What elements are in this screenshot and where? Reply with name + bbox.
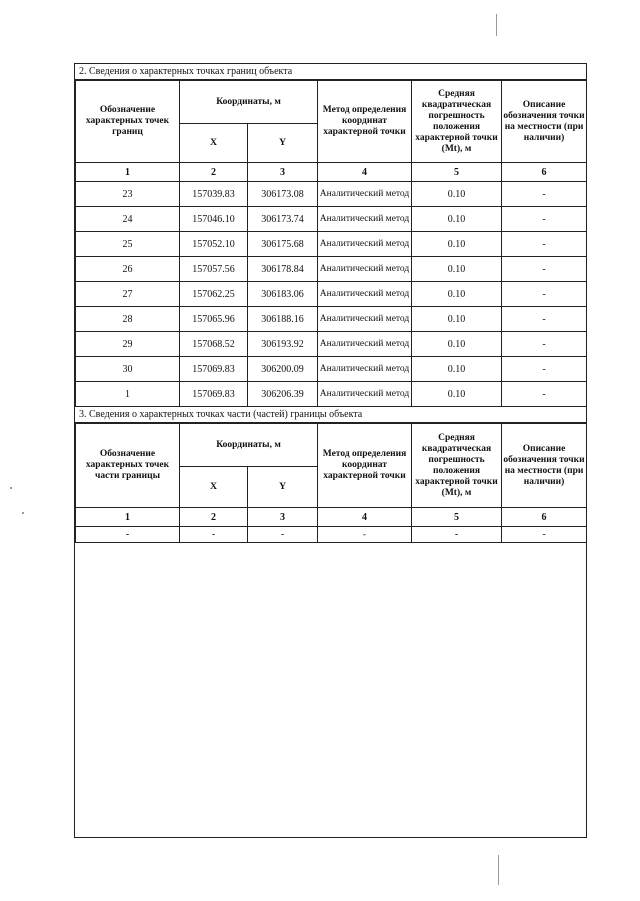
x-coordinate-cell: 157068.52	[180, 332, 248, 357]
column-number-row	[76, 508, 587, 527]
y-coordinate-cell: 306188.16	[248, 307, 318, 332]
error-cell: 0.10	[412, 182, 502, 207]
error-cell: 0.10	[412, 357, 502, 382]
description-header: Описание обозначения точки на местности (при наличии)	[502, 81, 587, 163]
error-header: Средняя квадратическая погрешность положения характерной точки (Mt), м	[412, 81, 502, 163]
column-number-row	[76, 163, 587, 182]
point-cell: 27	[76, 282, 180, 307]
table-row	[76, 282, 587, 307]
method-cell: Аналитический метод	[318, 307, 412, 332]
scan-mark	[10, 487, 12, 489]
y-coordinate-cell: 306193.92	[248, 332, 318, 357]
y-coordinate-cell: 306206.39	[248, 382, 318, 407]
description-cell: -	[502, 257, 587, 282]
point-cell: 26	[76, 257, 180, 282]
error-cell: -	[412, 527, 502, 543]
x-header: X	[180, 467, 248, 508]
x-coordinate-cell: 157057.56	[180, 257, 248, 282]
point-cell: 30	[76, 357, 180, 382]
x-coordinate-cell: 157039.83	[180, 182, 248, 207]
x-coordinate-cell: 157046.10	[180, 207, 248, 232]
table-row	[76, 307, 587, 332]
y-header: Y	[248, 467, 318, 508]
designation-header: Обозначение характерных точек границ	[76, 81, 180, 163]
method-cell: Аналитический метод	[318, 207, 412, 232]
table-row	[76, 182, 587, 207]
table-row	[76, 357, 587, 382]
method-header: Метод определения координат характерной точки	[318, 81, 412, 163]
point-cell: 24	[76, 207, 180, 232]
y-coordinate-cell: 306200.09	[248, 357, 318, 382]
table-row	[76, 207, 587, 232]
document-frame	[74, 63, 587, 838]
point-cell: 28	[76, 307, 180, 332]
table-row	[76, 382, 587, 407]
section-3-title: 3. Сведения о характерных точках части (частей) границы объекта	[75, 406, 586, 423]
description-cell: -	[502, 332, 587, 357]
column-number: 4	[318, 508, 412, 527]
error-cell: 0.10	[412, 307, 502, 332]
x-header: X	[180, 124, 248, 163]
y-coordinate-cell: 306173.74	[248, 207, 318, 232]
point-cell: -	[76, 527, 180, 543]
coordinates-header: Координаты, м	[180, 424, 318, 467]
x-coordinate-cell: 157069.83	[180, 382, 248, 407]
coordinates-header: Координаты, м	[180, 81, 318, 124]
section-3-rows	[76, 527, 587, 543]
method-cell: Аналитический метод	[318, 257, 412, 282]
description-header: Описание обозначения точки на местности (при наличии)	[502, 424, 587, 508]
x-coordinate-cell: 157065.96	[180, 307, 248, 332]
header-row	[76, 424, 587, 467]
error-cell: 0.10	[412, 207, 502, 232]
error-cell: 0.10	[412, 257, 502, 282]
x-coordinate-cell: 157062.25	[180, 282, 248, 307]
table-row	[76, 257, 587, 282]
description-cell: -	[502, 207, 587, 232]
column-number: 5	[412, 163, 502, 182]
description-cell: -	[502, 282, 587, 307]
designation-header: Обозначение характерных точек части границы	[76, 424, 180, 508]
x-coordinate-cell: 157052.10	[180, 232, 248, 257]
method-cell: Аналитический метод	[318, 282, 412, 307]
description-cell: -	[502, 307, 587, 332]
x-coordinate-cell: 157069.83	[180, 357, 248, 382]
table-row	[76, 527, 587, 543]
scan-mark	[496, 14, 497, 36]
point-cell: 29	[76, 332, 180, 357]
section-2-rows	[76, 182, 587, 407]
point-cell: 23	[76, 182, 180, 207]
error-cell: 0.10	[412, 332, 502, 357]
y-coordinate-cell: 306178.84	[248, 257, 318, 282]
method-cell: Аналитический метод	[318, 357, 412, 382]
description-cell: -	[502, 382, 587, 407]
column-number: 2	[180, 163, 248, 182]
section-2-title: 2. Сведения о характерных точках границ объекта	[75, 64, 586, 80]
column-number: 2	[180, 508, 248, 527]
method-header: Метод определения координат характерной точки	[318, 424, 412, 508]
method-cell: Аналитический метод	[318, 332, 412, 357]
y-coordinate-cell: -	[248, 527, 318, 543]
header-row	[76, 81, 587, 124]
error-cell: 0.10	[412, 382, 502, 407]
section-2-table	[75, 80, 587, 407]
y-coordinate-cell: 306173.08	[248, 182, 318, 207]
x-coordinate-cell: -	[180, 527, 248, 543]
description-cell: -	[502, 357, 587, 382]
column-number: 4	[318, 163, 412, 182]
y-coordinate-cell: 306183.06	[248, 282, 318, 307]
column-number: 1	[76, 163, 180, 182]
scan-mark	[22, 512, 24, 514]
y-header: Y	[248, 124, 318, 163]
column-number: 3	[248, 163, 318, 182]
scan-mark	[498, 855, 499, 885]
error-header: Средняя квадратическая погрешность положения характерной точки (Mt), м	[412, 424, 502, 508]
point-cell: 25	[76, 232, 180, 257]
method-cell: -	[318, 527, 412, 543]
point-cell: 1	[76, 382, 180, 407]
method-cell: Аналитический метод	[318, 232, 412, 257]
column-number: 1	[76, 508, 180, 527]
description-cell: -	[502, 527, 587, 543]
method-cell: Аналитический метод	[318, 382, 412, 407]
error-cell: 0.10	[412, 282, 502, 307]
section-3-table	[75, 423, 587, 543]
column-number: 3	[248, 508, 318, 527]
error-cell: 0.10	[412, 232, 502, 257]
y-coordinate-cell: 306175.68	[248, 232, 318, 257]
description-cell: -	[502, 232, 587, 257]
table-row	[76, 232, 587, 257]
column-number: 6	[502, 508, 587, 527]
column-number: 6	[502, 163, 587, 182]
table-row	[76, 332, 587, 357]
method-cell: Аналитический метод	[318, 182, 412, 207]
column-number: 5	[412, 508, 502, 527]
description-cell: -	[502, 182, 587, 207]
